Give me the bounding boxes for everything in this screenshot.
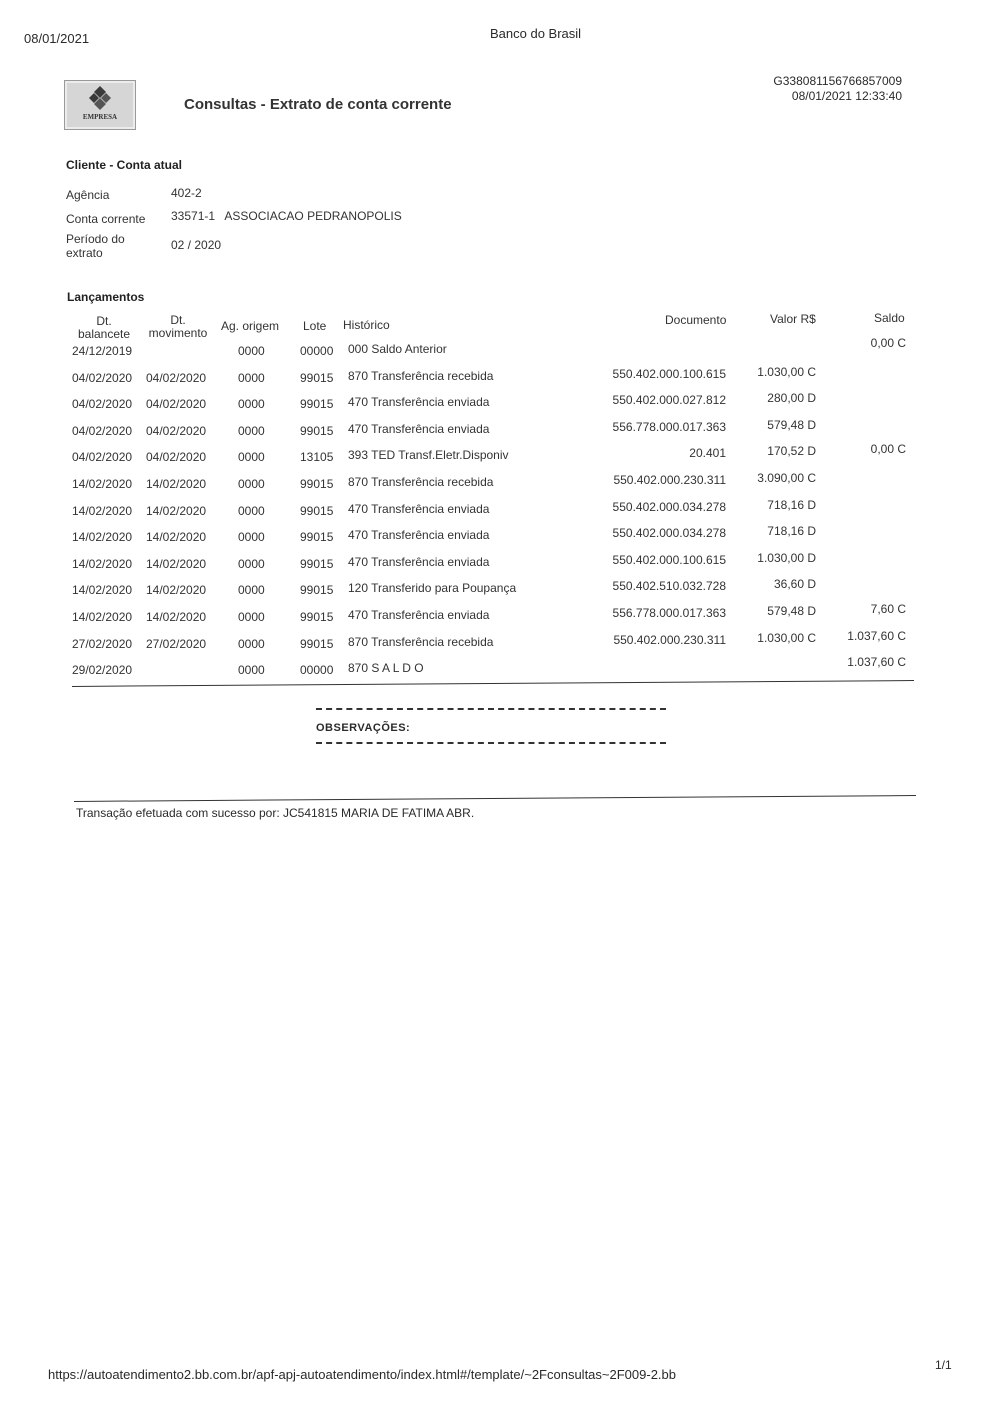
row-valor: 579,48 D	[767, 604, 816, 618]
col-header-movimento-line1: Dt.	[170, 313, 186, 327]
document-code: G338081156766857009	[773, 74, 902, 88]
row-historico: 470 Transferência enviada	[348, 528, 490, 543]
row-documento: 550.402.510.032.728	[612, 579, 726, 594]
document-identifier	[773, 74, 902, 104]
observacoes-top-dash	[316, 708, 666, 710]
row-balancete-date: 14/02/2020	[72, 530, 133, 545]
table-row	[0, 364, 992, 391]
row-ag-origem: 0000	[238, 583, 265, 598]
row-movimento-date: 14/02/2020	[146, 556, 207, 571]
col-header-balancete-line1: Dt.	[96, 314, 112, 328]
row-movimento-date: 04/02/2020	[146, 423, 207, 438]
observacoes-bottom-dash	[316, 742, 666, 744]
row-balancete-date: 14/02/2020	[72, 556, 133, 571]
row-documento: 556.778.000.017.363	[612, 606, 726, 620]
footer-divider	[74, 795, 916, 802]
row-movimento-date: 04/02/2020	[146, 450, 207, 465]
transaction-confirmation: Transação efetuada com sucesso por: JC541815 MARIA DE FATIMA ABR.	[76, 806, 475, 820]
row-historico: 470 Transferência enviada	[348, 501, 490, 516]
row-ag-origem: 0000	[238, 610, 265, 624]
row-balancete-date: 14/02/2020	[72, 583, 133, 598]
table-row	[0, 471, 992, 497]
row-balancete-date: 04/02/2020	[72, 450, 133, 465]
row-lote: 99015	[300, 477, 334, 491]
row-balancete-date: 24/12/2019	[72, 344, 133, 358]
row-lote: 99015	[300, 636, 334, 651]
row-saldo: 7,60 C	[870, 602, 906, 616]
table-row	[0, 442, 992, 470]
row-balancete-date: 04/02/2020	[72, 397, 133, 412]
row-saldo: 0,00 C	[870, 442, 906, 457]
row-historico: 870 Transferência recebida	[348, 634, 494, 649]
row-lote: 99015	[300, 503, 334, 518]
row-movimento-date: 14/02/2020	[146, 477, 207, 491]
row-ag-origem: 0000	[238, 477, 265, 491]
col-header-valor: Valor R$	[770, 312, 816, 326]
row-movimento-date: 04/02/2020	[146, 370, 207, 385]
conta-value: 33571-1 ASSOCIACAO PEDRANOPOLIS	[171, 209, 402, 223]
col-header-ag-origem: Ag. origem	[221, 319, 280, 333]
table-row	[0, 417, 992, 444]
row-lote: 13105	[300, 450, 334, 465]
page-title: Consultas - Extrato de conta corrente	[184, 96, 452, 113]
bank-logo	[64, 80, 136, 130]
row-lote: 99015	[300, 530, 334, 545]
row-historico: 120 Transferido para Poupança	[348, 581, 517, 596]
row-historico: 470 Transferência enviada	[348, 554, 490, 569]
row-movimento-date: 14/02/2020	[146, 503, 207, 518]
row-movimento-date: 14/02/2020	[146, 610, 207, 624]
logo-text: EMPRESA	[82, 113, 118, 121]
row-historico: 870 S A L D O	[348, 661, 424, 676]
row-historico: 470 Transferência enviada	[348, 421, 490, 436]
table-row	[0, 628, 992, 657]
row-ag-origem: 0000	[238, 344, 265, 358]
col-header-documento: Documento	[665, 313, 727, 327]
row-documento: 550.402.000.100.615	[612, 366, 726, 381]
row-lote: 99015	[300, 397, 334, 412]
row-balancete-date: 29/02/2020	[72, 663, 133, 678]
row-lote: 99015	[300, 370, 334, 385]
row-balancete-date: 14/02/2020	[72, 477, 133, 491]
row-lote: 99015	[300, 610, 334, 624]
row-balancete-date: 14/02/2020	[72, 503, 133, 518]
col-header-balancete	[76, 315, 132, 341]
row-valor: 579,48 D	[767, 417, 816, 432]
page-url: https://autoatendimento2.bb.com.br/apf-apj-autoatendimento/index.html#/template/~2Fconsultas~2F009-2.bb	[48, 1367, 676, 1382]
row-valor: 36,60 D	[773, 577, 816, 592]
table-row	[0, 577, 992, 603]
row-ag-origem: 0000	[238, 556, 265, 571]
table-row	[0, 524, 992, 550]
row-movimento-date: 14/02/2020	[146, 530, 207, 545]
row-ag-origem: 0000	[238, 530, 265, 545]
row-documento: 550.402.000.230.311	[613, 632, 726, 647]
row-documento: 550.402.000.034.278	[612, 499, 726, 514]
row-ag-origem: 0000	[238, 423, 265, 438]
col-header-movimento	[146, 314, 210, 340]
col-header-balancete-line2: balancete	[77, 327, 131, 341]
row-ag-origem: 0000	[238, 397, 265, 412]
row-documento: 20.401	[689, 446, 726, 461]
row-movimento-date: 27/02/2020	[146, 636, 207, 651]
row-valor: 1.030,00 D	[757, 550, 816, 565]
table-row	[0, 497, 992, 524]
row-lote: 99015	[300, 556, 334, 571]
table-row	[0, 391, 992, 417]
row-balancete-date: 14/02/2020	[72, 610, 133, 624]
row-ag-origem: 0000	[238, 503, 265, 518]
client-section-title: Cliente - Conta atual	[66, 158, 183, 172]
row-historico: 000 Saldo Anterior	[348, 342, 447, 356]
row-ag-origem: 0000	[238, 636, 265, 651]
row-ag-origem: 0000	[238, 450, 265, 465]
periodo-label-line1: Período do	[66, 232, 125, 246]
periodo-label-line2: extrato	[66, 246, 103, 260]
row-valor: 280,00 D	[767, 391, 816, 406]
row-lote: 99015	[300, 423, 334, 438]
row-lote: 00000	[300, 663, 334, 678]
conta-label: Conta corrente	[66, 212, 146, 226]
row-balancete-date: 04/02/2020	[72, 370, 133, 385]
row-movimento-date: 14/02/2020	[146, 583, 207, 598]
row-documento: 550.402.000.100.615	[612, 552, 726, 567]
row-saldo: 1.037,60 C	[847, 655, 906, 670]
row-valor: 718,16 D	[767, 497, 816, 512]
observacoes-label: OBSERVAÇÕES:	[316, 722, 411, 734]
bank-name: Banco do Brasil	[490, 26, 582, 41]
periodo-value: 02 / 2020	[171, 238, 222, 252]
col-header-historico: Histórico	[343, 318, 390, 332]
col-header-lote: Lote	[303, 319, 327, 333]
row-documento: 550.402.000.034.278	[612, 526, 726, 541]
print-date: 08/01/2021	[24, 31, 90, 46]
periodo-label	[66, 232, 125, 260]
row-documento: 550.402.000.027.812	[612, 393, 726, 408]
row-valor: 718,16 D	[767, 524, 816, 539]
row-valor: 1.030,00 C	[757, 364, 816, 379]
col-header-saldo: Saldo	[874, 311, 905, 325]
row-documento: 550.402.000.230.311	[613, 473, 726, 487]
row-lote: 99015	[300, 583, 334, 598]
row-movimento-date: 04/02/2020	[146, 397, 207, 412]
table-row	[0, 602, 992, 630]
col-header-movimento-line2: movimento	[148, 326, 208, 340]
row-documento: 556.778.000.017.363	[612, 419, 726, 434]
banco-do-brasil-logo-icon	[87, 85, 113, 111]
row-historico: 870 Transferência recebida	[348, 368, 494, 383]
row-saldo: 0,00 C	[870, 336, 906, 350]
agencia-label: Agência	[66, 188, 110, 202]
page-number: 1/1	[935, 1358, 952, 1372]
row-lote: 00000	[300, 344, 334, 358]
row-ag-origem: 0000	[238, 663, 265, 678]
row-ag-origem: 0000	[238, 370, 265, 385]
agencia-value: 402-2	[171, 186, 202, 200]
table-row	[0, 336, 992, 364]
table-row	[0, 550, 992, 577]
row-valor: 170,52 D	[767, 444, 816, 459]
row-historico: 870 Transferência recebida	[348, 475, 494, 489]
row-historico: 393 TED Transf.Eletr.Disponiv	[348, 448, 509, 463]
document-datetime: 08/01/2021 12:33:40	[791, 89, 902, 103]
row-valor: 3.090,00 C	[757, 471, 816, 485]
row-saldo: 1.037,60 C	[847, 628, 906, 643]
row-valor: 1.030,00 C	[757, 630, 816, 645]
row-historico: 470 Transferência enviada	[348, 395, 490, 410]
lancamentos-section-title: Lançamentos	[67, 290, 145, 304]
row-balancete-date: 27/02/2020	[72, 636, 133, 651]
row-historico: 470 Transferência enviada	[348, 608, 490, 622]
row-balancete-date: 04/02/2020	[72, 423, 133, 438]
